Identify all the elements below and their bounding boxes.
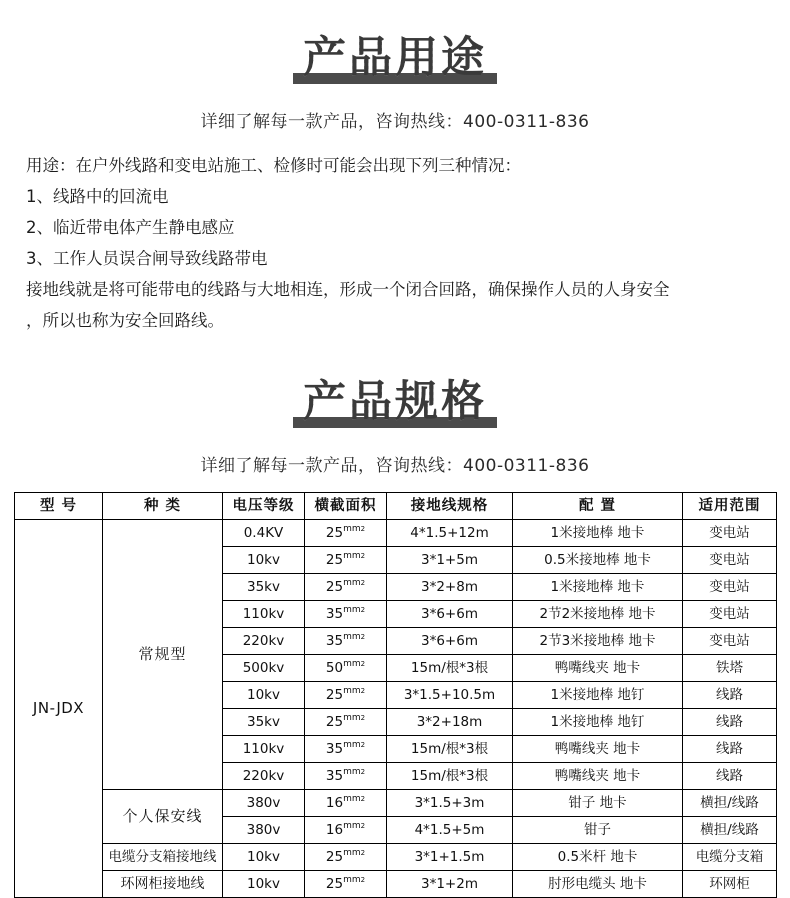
cell-area-value: 25	[325, 713, 344, 730]
cell-area	[305, 817, 387, 844]
cell-spec: 4*1.5+12m	[387, 520, 513, 547]
cell-area-value: 25	[325, 686, 344, 703]
spec-table-body	[15, 520, 777, 898]
cell-area	[305, 871, 387, 898]
cell-scope: 线路	[683, 709, 777, 736]
cell-spec: 3*1+5m	[387, 547, 513, 574]
spec-table	[14, 492, 777, 898]
cell-area	[305, 844, 387, 871]
cell-area	[305, 628, 387, 655]
cell-voltage: 380v	[223, 817, 305, 844]
cell-area	[305, 790, 387, 817]
cell-kind: 电缆分支箱接地线	[103, 844, 223, 871]
cell-config: 2节3米接地棒 地卡	[513, 628, 683, 655]
cell-area	[305, 601, 387, 628]
usage-paragraph-6: ，所以也称为安全回路线。	[26, 311, 224, 330]
header-kind: 种 类	[103, 493, 223, 520]
cell-config: 0.5米接地棒 地卡	[513, 547, 683, 574]
cell-voltage: 500kv	[223, 655, 305, 682]
cell-area-unit: mm2	[343, 875, 366, 885]
header-config: 配 置	[513, 493, 683, 520]
cell-config: 0.5米杆 地卡	[513, 844, 683, 871]
cell-config: 钳子 地卡	[513, 790, 683, 817]
header-area: 横截面积	[305, 493, 387, 520]
header-model: 型 号	[15, 493, 103, 520]
cell-spec: 3*1+2m	[387, 871, 513, 898]
cell-spec: 3*2+18m	[387, 709, 513, 736]
cell-scope: 变电站	[683, 628, 777, 655]
cell-spec: 15m/根*3根	[387, 736, 513, 763]
cell-spec: 15m/根*3根	[387, 763, 513, 790]
cell-voltage: 220kv	[223, 628, 305, 655]
cell-scope: 横担/线路	[683, 790, 777, 817]
spec-heading: 产品规格	[297, 368, 493, 429]
cell-voltage: 110kv	[223, 736, 305, 763]
usage-subtitle: 详细了解每一款产品，咨询热线：400-0311-836	[200, 112, 590, 132]
usage-paragraph-3: 2、临近带电体产生静电感应	[26, 218, 235, 237]
cell-scope: 铁塔	[683, 655, 777, 682]
usage-intro-text	[0, 150, 790, 336]
cell-area-unit: mm2	[343, 605, 366, 615]
cell-area	[305, 520, 387, 547]
cell-area	[305, 547, 387, 574]
cell-config: 鸭嘴线夹 地卡	[513, 763, 683, 790]
cell-config: 1米接地棒 地卡	[513, 520, 683, 547]
cell-scope: 变电站	[683, 520, 777, 547]
cell-voltage: 35kv	[223, 709, 305, 736]
cell-area-value: 35	[325, 632, 344, 649]
cell-spec: 3*1.5+3m	[387, 790, 513, 817]
cell-area-value: 35	[325, 767, 344, 784]
header-scope: 适用范围	[683, 493, 777, 520]
cell-area	[305, 655, 387, 682]
cell-area-unit: mm2	[343, 713, 366, 723]
cell-area	[305, 763, 387, 790]
cell-area-unit: mm2	[343, 821, 366, 831]
cell-config: 1米接地棒 地卡	[513, 574, 683, 601]
cell-kind: 环网柜接地线	[103, 871, 223, 898]
table-row	[15, 790, 777, 817]
cell-spec: 3*1+1.5m	[387, 844, 513, 871]
cell-voltage: 10kv	[223, 682, 305, 709]
cell-area-unit: mm2	[343, 848, 366, 858]
cell-area-value: 16	[325, 821, 344, 838]
cell-area-value: 16	[325, 794, 344, 811]
table-header-row	[15, 493, 777, 520]
cell-area-value: 35	[325, 605, 344, 622]
cell-spec: 15m/根*3根	[387, 655, 513, 682]
cell-scope: 横担/线路	[683, 817, 777, 844]
cell-area	[305, 574, 387, 601]
cell-area-unit: mm2	[343, 659, 366, 669]
usage-paragraph-4: 3、工作人员误合闸导致线路带电	[26, 249, 268, 268]
table-row	[15, 844, 777, 871]
spec-section-banner	[0, 368, 790, 429]
product-detail-page	[0, 24, 790, 892]
cell-voltage: 380v	[223, 790, 305, 817]
cell-area-value: 25	[325, 848, 344, 865]
cell-area	[305, 736, 387, 763]
cell-area-unit: mm2	[343, 767, 366, 777]
cell-config: 钳子	[513, 817, 683, 844]
cell-voltage: 0.4KV	[223, 520, 305, 547]
cell-area-value: 25	[325, 578, 344, 595]
cell-scope: 变电站	[683, 601, 777, 628]
cell-scope: 电缆分支箱	[683, 844, 777, 871]
cell-voltage: 10kv	[223, 844, 305, 871]
cell-kind: 常规型	[103, 520, 223, 790]
cell-config: 1米接地棒 地钉	[513, 682, 683, 709]
cell-area	[305, 709, 387, 736]
cell-voltage: 220kv	[223, 763, 305, 790]
cell-area-unit: mm2	[343, 551, 366, 561]
cell-spec: 4*1.5+5m	[387, 817, 513, 844]
spec-table-wrap	[0, 492, 790, 898]
cell-scope: 线路	[683, 736, 777, 763]
cell-area	[305, 682, 387, 709]
usage-heading: 产品用途	[297, 24, 493, 85]
cell-scope: 变电站	[683, 547, 777, 574]
cell-kind: 个人保安线	[103, 790, 223, 844]
cell-voltage: 110kv	[223, 601, 305, 628]
cell-model: JN-JDX	[15, 520, 103, 898]
cell-spec: 3*2+8m	[387, 574, 513, 601]
cell-voltage: 35kv	[223, 574, 305, 601]
cell-area-value: 25	[325, 551, 344, 568]
cell-area-unit: mm2	[343, 524, 366, 534]
cell-area-unit: mm2	[343, 686, 366, 696]
table-row	[15, 520, 777, 547]
cell-scope: 环网柜	[683, 871, 777, 898]
cell-area-value: 35	[325, 740, 344, 757]
usage-paragraph-2: 1、线路中的回流电	[26, 187, 169, 206]
usage-section-banner	[0, 24, 790, 85]
cell-area-unit: mm2	[343, 740, 366, 750]
cell-scope: 变电站	[683, 574, 777, 601]
cell-area-unit: mm2	[343, 578, 366, 588]
spec-subtitle: 详细了解每一款产品，咨询热线：400-0311-836	[200, 456, 590, 476]
cell-spec: 3*6+6m	[387, 601, 513, 628]
cell-scope: 线路	[683, 763, 777, 790]
cell-voltage: 10kv	[223, 871, 305, 898]
cell-area-unit: mm2	[343, 632, 366, 642]
header-spec: 接地线规格	[387, 493, 513, 520]
cell-config: 鸭嘴线夹 地卡	[513, 736, 683, 763]
cell-spec: 3*1.5+10.5m	[387, 682, 513, 709]
cell-config: 鸭嘴线夹 地卡	[513, 655, 683, 682]
header-voltage: 电压等级	[223, 493, 305, 520]
cell-scope: 线路	[683, 682, 777, 709]
cell-area-unit: mm2	[343, 794, 366, 804]
usage-banner-wrap	[297, 24, 493, 85]
cell-area-value: 50	[325, 659, 344, 676]
cell-area-value: 25	[325, 875, 344, 892]
table-row	[15, 871, 777, 898]
usage-paragraph-5: 接地线就是将可能带电的线路与大地相连，形成一个闭合回路，确保操作人员的人身安全	[26, 280, 670, 299]
cell-spec: 3*6+6m	[387, 628, 513, 655]
cell-config: 1米接地棒 地钉	[513, 709, 683, 736]
usage-paragraph-1: 用途：在户外线路和变电站施工、检修时可能会出现下列三种情况：	[26, 156, 521, 175]
spec-banner-wrap	[297, 368, 493, 429]
cell-area-value: 25	[325, 524, 344, 541]
cell-config: 肘形电缆头 地卡	[513, 871, 683, 898]
cell-config: 2节2米接地棒 地卡	[513, 601, 683, 628]
cell-voltage: 10kv	[223, 547, 305, 574]
